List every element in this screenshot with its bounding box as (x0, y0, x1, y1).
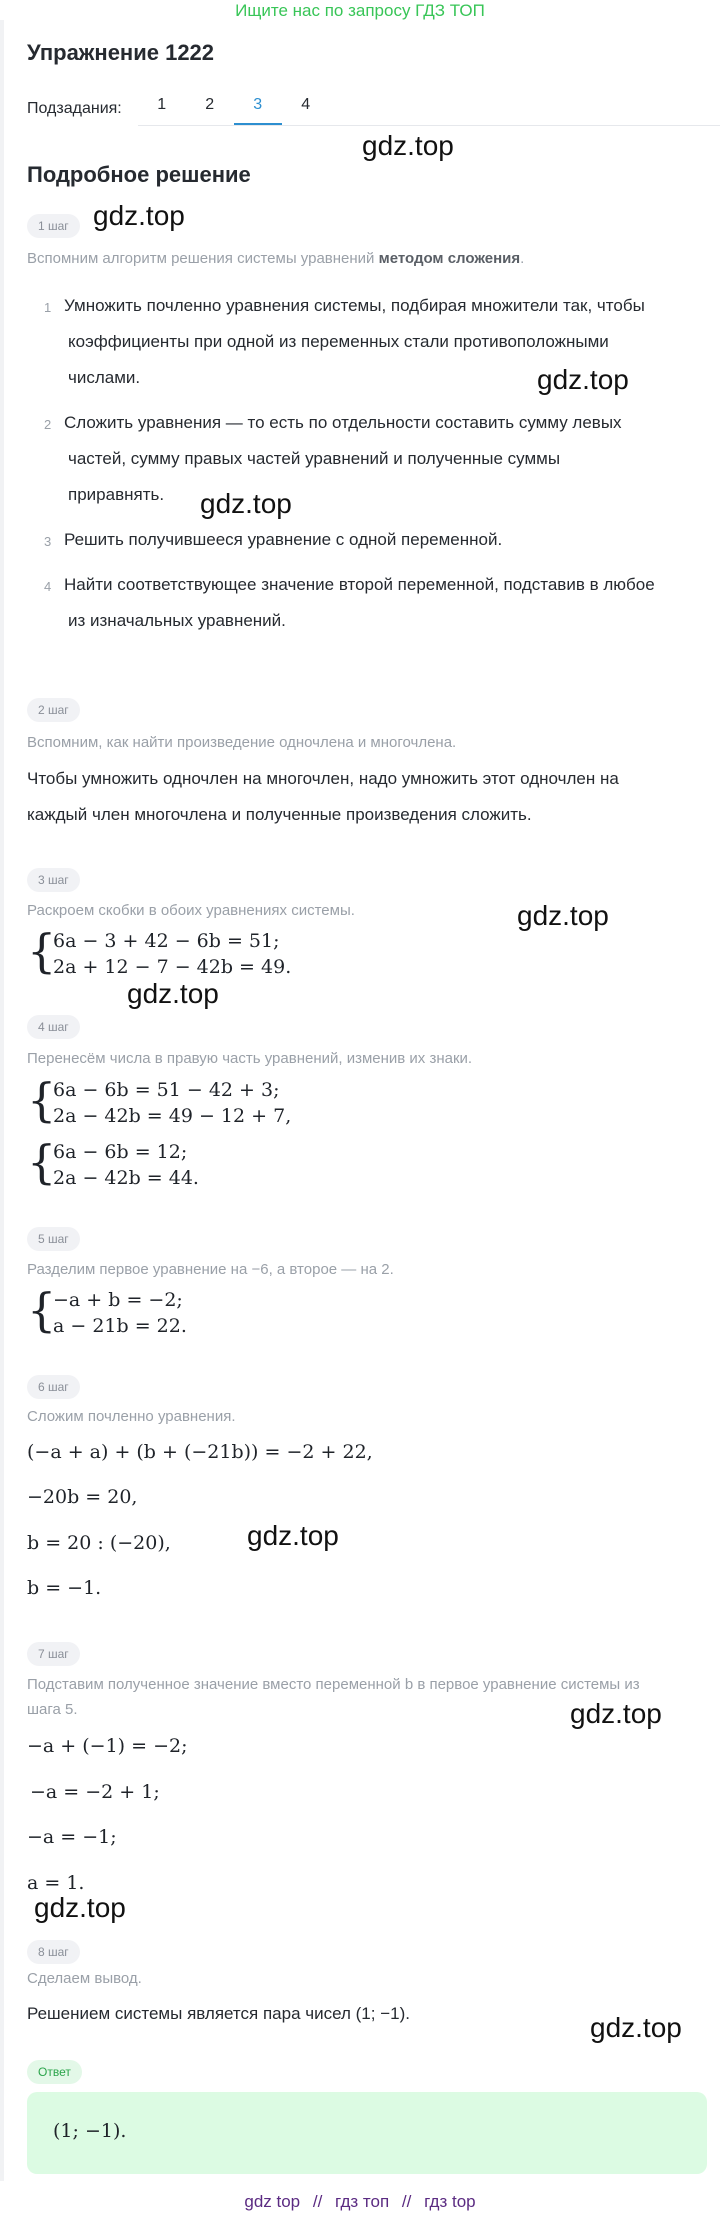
step-intro: Вспомним алгоритм решения системы уравнений методом сложения. (27, 250, 525, 267)
solution-heading: Подробное решение (27, 162, 251, 187)
answer-value: (1; −1). (53, 2120, 127, 2142)
list-item: 2 Сложить уравнения — то есть по отдельности составить сумму левых частей, сумму правых частей уравнений и полученные суммы приравнять. (44, 413, 622, 504)
watermark: gdz.top (570, 1698, 662, 1729)
watermark: gdz.top (200, 488, 292, 519)
footer-link[interactable]: гдз top (424, 2192, 476, 2211)
list-item: 1 Умножить почленно уравнения системы, подбирая множители так, чтобы коэффициенты при одной из переменных стали противоположными числами. (44, 296, 645, 387)
equation: −a = −1; (27, 1826, 117, 1848)
tab-subtask-4[interactable]: 4 (301, 96, 311, 113)
step-badge: 3 шаг (27, 868, 80, 892)
conclusion-text: Решением системы является пара чисел (1; −1). (27, 2004, 410, 2023)
watermark: gdz.top (517, 900, 609, 931)
equation: a = 1. (27, 1872, 85, 1894)
list-item: 4 Найти соответствующее значение второй переменной, подставив в любое из изначальных уравнений. (44, 575, 655, 630)
equation: b = 20 : (−20), (27, 1532, 171, 1554)
tab-subtask-2[interactable]: 2 (205, 96, 215, 113)
footer-link[interactable]: гдз топ (335, 2192, 390, 2211)
step-badge: 5 шаг (27, 1227, 80, 1251)
footer-link[interactable]: gdz top (244, 2192, 301, 2211)
subtask-tabs (138, 92, 720, 126)
step-badge: 2 шаг (27, 698, 80, 722)
equation: (−a + a) + (b + (−21b)) = −2 + 22, (27, 1441, 373, 1463)
step-intro: Разделим первое уравнение на −6, а второе — на 2. (27, 1261, 394, 1278)
left-divider (0, 20, 4, 2181)
brace: { (27, 1135, 57, 1189)
step-intro: Раскроем скобки в обоих уравнениях системы. (27, 902, 355, 919)
tab-subtask-1[interactable]: 1 (157, 96, 167, 113)
list-item: 3 Решить получившееся уравнение с одной переменной. (44, 530, 503, 549)
watermark: gdz.top (127, 978, 219, 1009)
brace: { (27, 1283, 57, 1337)
step-badge: 4 шаг (27, 1015, 80, 1039)
step-intro: Сделаем вывод. (27, 1970, 142, 1987)
brace: { (27, 1073, 57, 1127)
step-badge: 8 шаг (27, 1940, 80, 1964)
equation: −a + (−1) = −2; (27, 1735, 188, 1757)
step-intro: Подставим полученное значение вместо переменной b в первое уравнение системы из (27, 1676, 640, 1693)
step-intro: шага 5. (27, 1701, 78, 1718)
answer-box (27, 2092, 707, 2174)
tabs-underline (330, 92, 720, 125)
watermark: gdz.top (247, 1520, 339, 1551)
tab-subtask-3[interactable]: 3 (234, 92, 282, 125)
subtasks-nav (27, 92, 720, 126)
separator: // (401, 2192, 412, 2211)
watermark: gdz.top (362, 130, 454, 161)
equation: −20b = 20, (27, 1486, 138, 1508)
equation: −a = −2 + 1; (30, 1781, 160, 1803)
search-banner[interactable]: Ищите нас по запросу ГДЗ ТОП (235, 1, 485, 20)
step-text: Чтобы умножить одночлен на многочлен, надо умножить этот одночлен на каждый член многочлена и полученные произведения сложить. (27, 769, 619, 824)
page-title: Упражнение 1222 (27, 40, 215, 65)
watermark: gdz.top (537, 364, 629, 395)
step-badge: 6 шаг (27, 1375, 80, 1399)
footer-links (0, 2192, 720, 2212)
step-intro: Сложим почленно уравнения. (27, 1408, 236, 1425)
answer-badge: Ответ (27, 2060, 82, 2084)
step-intro: Вспомним, как найти произведение одночлена и многочлена. (27, 734, 457, 751)
equation: b = −1. (27, 1577, 102, 1599)
watermark: gdz.top (34, 1892, 126, 1923)
step-intro: Перенесём числа в правую часть уравнений, изменив их знаки. (27, 1050, 473, 1067)
step-badge: 1 шаг (27, 214, 80, 238)
watermark: gdz.top (590, 2012, 682, 2043)
watermark: gdz.top (93, 200, 185, 231)
step-badge: 7 шаг (27, 1642, 80, 1666)
separator: // (312, 2192, 323, 2211)
brace: { (27, 924, 57, 978)
subtasks-label: Подзадания: (27, 100, 122, 117)
